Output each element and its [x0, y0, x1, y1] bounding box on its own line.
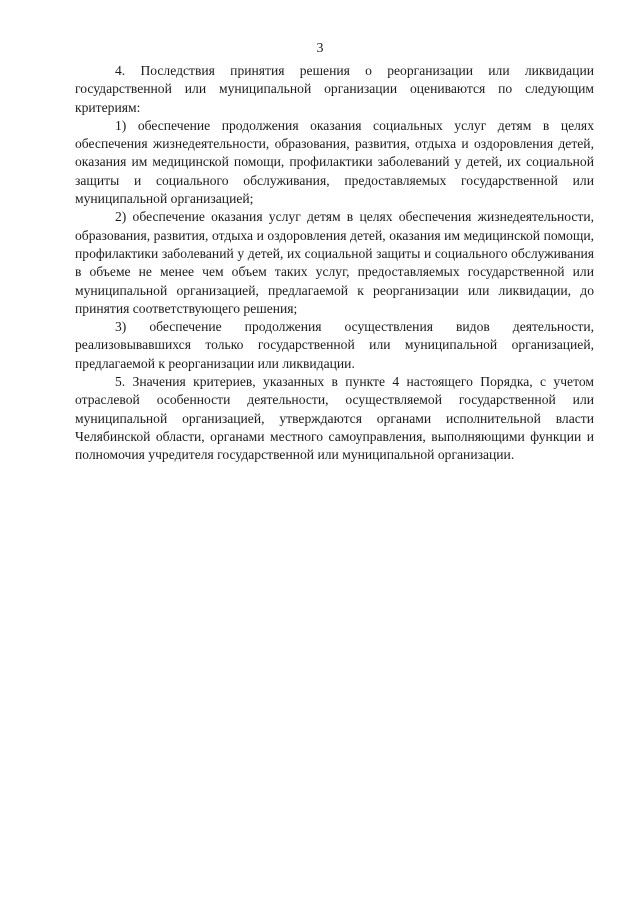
paragraph-criterion-1: 1) обеспечение продолжения оказания социальных услуг детям в целях обеспечения жизнедеятельности, образования, развития, отдыха и оздоровления детей, оказания им медицинской помощи, профилактики заболеваний у детей, их социальной защиты и социального обслуживания, предоставляемых государственной или муниципальной организацией;	[75, 117, 594, 207]
page-number: 3	[316, 41, 324, 56]
paragraph-criteria-intro: 4. Последствия принятия решения о реорганизации или ликвидации государственной или муниципальной организации оцениваются по следующим критериям:	[75, 63, 594, 115]
paragraph-criteria-values: 5. Значения критериев, указанных в пункте 4 настоящего Порядка, с учетом отраслевой особенности деятельности, осуществляемой государственной или муниципальной организацией, утверждаются органами исполнительной власти Челябинской области, органами местного самоуправления, выполняющими функции и полномочия учредителя государственной или муниципальной организации.	[75, 374, 594, 463]
paragraph-criterion-3: 3) обеспечение продолжения осуществления видов деятельности, реализовывавшихся только государственной или муниципальной организацией, предлагаемой к реорганизации или ликвидации.	[75, 319, 594, 371]
paragraph-criterion-2: 2) обеспечение оказания услуг детям в целях обеспечения жизнедеятельности, образования, развития, отдыха и оздоровления детей, оказания им медицинской помощи, профилактики заболеваний у детей, их социальной защиты и социального обслуживания в объеме не менее чем объем таких услуг, предоставляемых государственной или муниципальной организацией, предлагаемой к реорганизации или ликвидации, до принятия соответствующего решения;	[75, 209, 594, 316]
document-body	[75, 62, 594, 465]
